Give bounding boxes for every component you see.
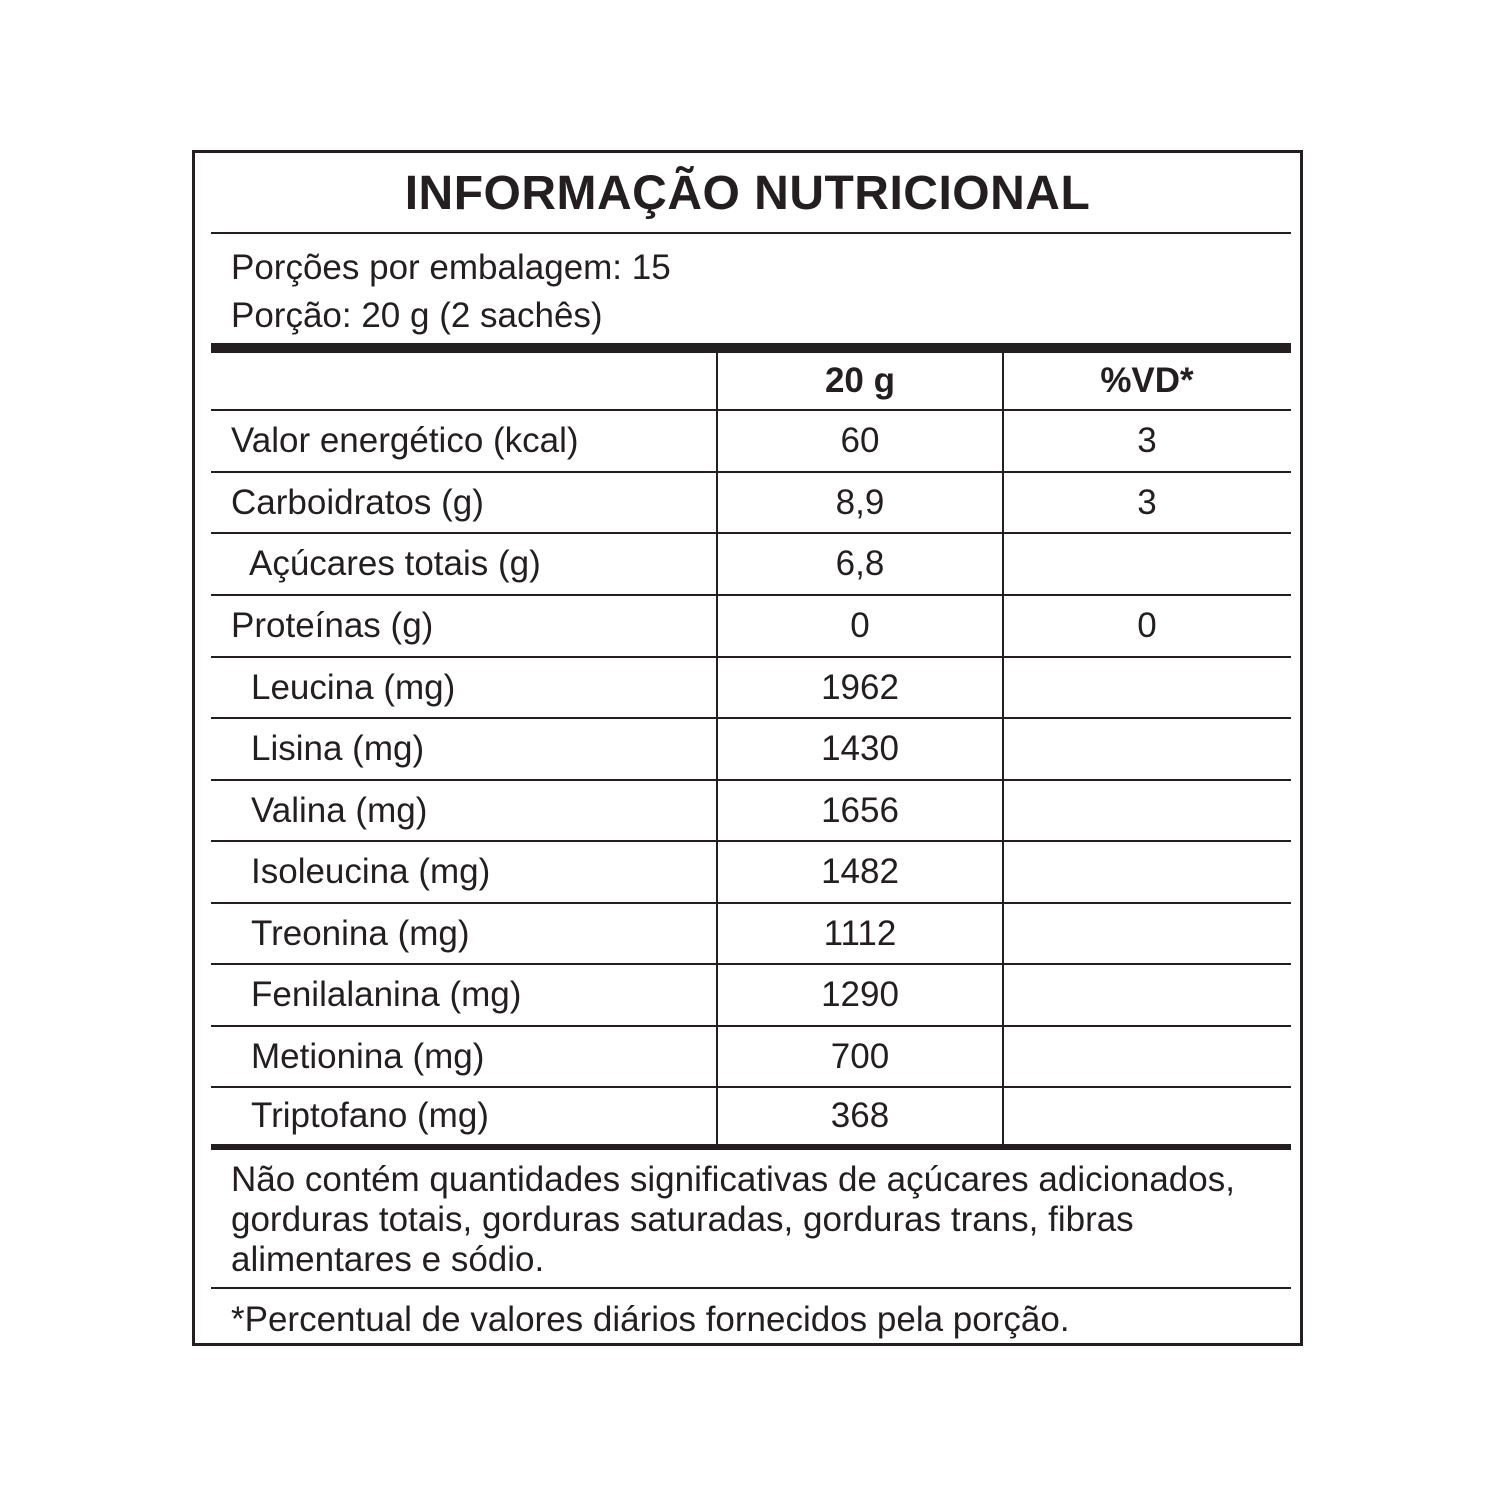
nutrient-dv: [1003, 719, 1291, 779]
nutrient-name: Fenilalanina (mg): [251, 975, 522, 1014]
nutrition-table: [211, 353, 1291, 1144]
nutrient-name: Leucina (mg): [251, 667, 456, 707]
table-row: [211, 842, 1291, 904]
header-nutrient: [231, 353, 711, 409]
nutrient-dv: [1003, 1027, 1291, 1086]
nutrient-amount: 368: [830, 1096, 890, 1135]
nutrient-dv: 3: [1137, 421, 1157, 460]
label-title: INFORMAÇÃO NUTRICIONAL: [404, 167, 1091, 220]
nutrient-amount: 1482: [821, 852, 899, 891]
nutrient-amount: 0: [850, 606, 870, 645]
serving-size: Porção: 20 g (2 sachês): [231, 296, 603, 335]
nutrient-name: Metionina (mg): [251, 1036, 485, 1076]
footnote-divider: [211, 1287, 1291, 1289]
nutrient-amount: 1962: [821, 667, 899, 707]
header-amount: 20 g: [824, 361, 896, 400]
header-daily-value: %VD*: [1100, 361, 1194, 400]
nutrient-name: Triptofano (mg): [251, 1096, 489, 1135]
nutrient-amount: 8,9: [835, 482, 885, 522]
table-row: [211, 473, 1291, 534]
table-row: [211, 1027, 1291, 1088]
servings-per-package: Porções por embalagem: 15: [231, 248, 671, 287]
nutrient-name: Carboidratos (g): [231, 482, 484, 522]
nutrient-amount: 1430: [821, 729, 899, 768]
nutrient-name: Valina (mg): [251, 790, 428, 830]
nutrient-amount: 1290: [821, 975, 899, 1014]
nutrient-name: Lisina (mg): [251, 729, 425, 768]
title-divider: [211, 232, 1291, 234]
nutrient-dv: [1003, 842, 1291, 902]
table-row: [211, 904, 1291, 965]
table-row: [211, 658, 1291, 719]
nutrient-dv: 3: [1137, 482, 1157, 522]
table-row: [211, 719, 1291, 781]
nutrient-name: Treonina (mg): [251, 913, 470, 953]
nutrient-amount: 1112: [823, 913, 897, 953]
table-row: [211, 411, 1291, 473]
nutrient-name: Proteínas (g): [231, 606, 434, 645]
nutrient-amount: 60: [840, 421, 880, 460]
nutrient-dv: [1003, 965, 1291, 1025]
not-significant-note: Não contém quantidades significativas de açúcares adicionados, gorduras totais, gorduras saturadas, gorduras trans, fibras alimentares e sódio.: [231, 1160, 1235, 1279]
nutrient-dv: [1003, 904, 1291, 963]
table-row: [211, 534, 1291, 596]
table-row: [211, 781, 1291, 842]
nutrient-dv: [1003, 781, 1291, 840]
nutrient-dv: [1003, 658, 1291, 717]
table-row: [211, 1088, 1291, 1144]
nutrient-amount: 700: [830, 1036, 890, 1076]
thick-divider-bottom: [211, 1144, 1291, 1150]
table-header-row: [211, 353, 1291, 411]
nutrient-name: Isoleucina (mg): [251, 852, 491, 891]
nutrient-amount: 1656: [821, 790, 899, 830]
nutrient-dv: 0: [1137, 606, 1157, 645]
nutrient-name: Açúcares totais (g): [249, 544, 541, 583]
daily-value-footnote: *Percentual de valores diários fornecidos pela porção.: [231, 1300, 1070, 1339]
nutrient-dv: [1003, 1088, 1291, 1144]
table-row: [211, 965, 1291, 1027]
nutrient-amount: 6,8: [835, 544, 885, 583]
thick-divider-top: [211, 343, 1291, 353]
nutrition-facts-label: [192, 150, 1303, 1346]
nutrient-dv: [1003, 534, 1291, 594]
table-row: [211, 596, 1291, 658]
nutrient-name: Valor energético (kcal): [231, 421, 579, 460]
